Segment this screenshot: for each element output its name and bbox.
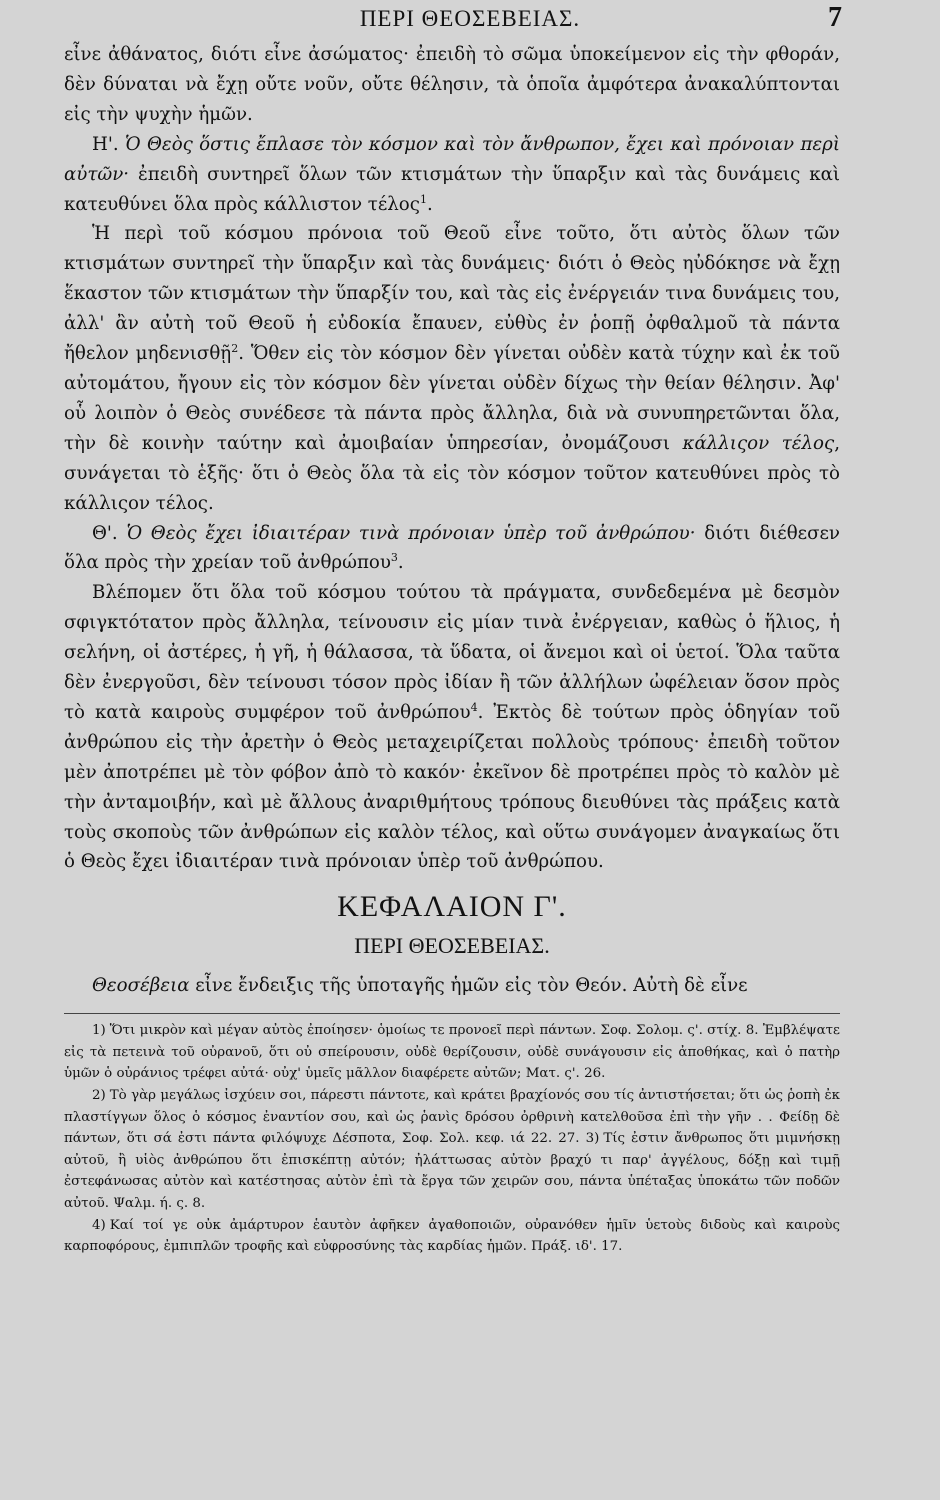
chapter-subtitle: ΠΕΡΙ ΘΕΟΣΕΒΕΙΑΣ. <box>354 933 550 959</box>
footnote-ref-3: 3 <box>390 551 398 565</box>
paragraph-1-text: εἶνε ἀθάνατος, διότι εἶνε ἀσώματος· ἐπειδὴ τὸ σῶμα ὑποκείμενον εἰς τὴν φθοράν, δὲν δύναται νὰ ἔχῃ οὔτε νοῦν, οὔτε θέλησιν, τὰ ὁποῖα ἀμφότερα ἀνακαλύπτονται εἰς τὴν ψυχὴν ἡμῶν. <box>64 44 840 125</box>
footnote-4-text: Καί τοί γε οὐκ ἀμάρτυρον ἑαυτὸν ἀφῆκεν ἀγαθοποιῶν, οὐρανόθεν ἡμῖν ὑετοὺς διδοὺς καὶ καιροὺς καρποφόρους, ἐμπιπλῶν τροφῆς καὶ εὐφροσύνης τὰς καρδίας ἡμῶν. Πράξ. ιδ'. 17. <box>64 1217 840 1255</box>
providence-text-3: , συνάγεται τὸ ἑξῆς· ὅτι ὁ Θεὸς ὅλα τὰ εἰς τὸν κόσμον τοῦτον κατευθύνει πρὸς τὸ κάλλιςον τέλος. <box>64 432 840 514</box>
footnotes <box>64 1020 840 1258</box>
providence-text-2: . Ὅθεν εἰς τὸν κόσμον δὲν γίνεται οὐδὲν κατὰ τύχην καὶ ἐκ τοῦ αὐτομάτου, ἤγουν εἰς τὸν κόσμον δὲν γίνεται οὐδὲν δίχως τὴν θείαν θέλησιν. Ἀφ' οὗ λοιπὸν ὁ Θεὸς συνέδεσε τὰ πάντα πρὸς ἄλληλα, διὰ νὰ συνυπηρετῶνται ὅλα, τὴν δὲ κοινὴν ταύτην καὶ ἀμοιβαίαν ὑπηρεσίαν, ὀνομάζουσι <box>64 343 840 454</box>
paragraph-section-8 <box>64 130 840 220</box>
footnote-ref-1: 1 <box>419 192 427 206</box>
footnote-3-text: Τίς ἐστιν ἄνθρωπος ὅτι μιμνήσκῃ αὐτοῦ, ἢ υἱὸς ἀνθρώπου ὅτι ἐπισκέπτῃ αὐτόν; ἠλάττωσας αὐτὸν βραχύ τι παρ' ἀγγέλους, δόξῃ καὶ τιμῇ ἐστεφάνωσας αὐτὸν καὶ κατέστησας αὐτὸν ἐπὶ τὰ ἔργα τῶν χειρῶν σου, πάντα ὑπέταξας ὑποκάτω τῶν ποδῶν αὐτοῦ. Ψαλμ. ή. ς. 8. <box>64 1131 840 1212</box>
footnote-4 <box>64 1215 840 1258</box>
section-9-text: διότι διέθεσεν ὅλα πρὸς τὴν χρείαν τοῦ ἀνθρώπου <box>64 522 840 574</box>
footnote-ref-2: 2 <box>231 342 239 355</box>
footnote-divider <box>64 1013 840 1014</box>
footnote-2 <box>64 1085 840 1215</box>
paragraph-section-9 <box>64 519 840 579</box>
paragraph-providence <box>64 219 840 518</box>
footnote-2-text: Τὸ γὰρ μεγάλως ἰσχύειν σοι, πάρεστι πάντοτε, καὶ κράτει βραχίονός σου τίς ἀντιστήσεται; ὅτι ὡς ῥοπὴ ἐκ πλαστίγγων ὅλος ὁ κόσμος ἐναντίον σου, καὶ ὡς ῥανὶς δρόσου ὀρθρινὴ κατελθοῦσα ἐπὶ τὴν γῆν . . Φείδῃ δὲ πάντων, ὅτι σά ἐστι πάντα φιλόψυχε Δέσποτα, Σοφ. Σολ. κεφ. ιά 22. 27. <box>64 1088 840 1147</box>
section-9-end: . <box>397 552 404 574</box>
footnote-3-number: 3) <box>585 1131 600 1147</box>
piety-text: εἶνε ἔνδειξις τῆς ὑποταγῆς ἡμῶν εἰς τὸν Θεόν. Αὐτὴ δὲ εἶνε <box>195 975 748 997</box>
section-8-number: Η'. <box>92 133 119 155</box>
piety-term: Θεοσέβεια <box>92 975 190 997</box>
paragraph-creation <box>64 578 840 877</box>
section-8-text: ἐπειδὴ συντηρεῖ ὅλων τῶν κτισμάτων τὴν ὕπαρξιν καὶ τὰς δυνάμεις καὶ κατευθύνει ὅλα πρὸς κάλλιστον τέλος <box>64 163 840 215</box>
creation-text-1: Βλέπομεν ὅτι ὅλα τοῦ κόσμου τούτου τὰ πράγματα, συνδεδεμένα μὲ δεσμὸν σφιγκτότατον πρὸς ἄλληλα, τείνουσιν εἰς μίαν τινὰ ἐνέργειαν, καθὼς ὁ ἥλιος, ἡ σελήνη, οἱ ἀστέρες, ἡ γῆ, ἡ θάλασσα, τὰ ὕδατα, οἱ ἄνεμοι καὶ οἱ ὑετοί. Ὅλα ταῦτα δὲν ἐνεργοῦσι, δὲν τείνουσι τόσον πρὸς ἰδίαν ἢ τῶν ἀλλήλων ὠφέλειαν ὅσον πρὸς τὸ κατὰ καιροὺς συμφέρον τοῦ ἀνθρώπου <box>64 582 840 723</box>
footnote-4-number: 4) <box>92 1217 106 1233</box>
section-8-end: . <box>426 193 433 215</box>
section-9-number: Θ'. <box>92 522 118 544</box>
paragraph-1 <box>64 40 840 130</box>
chapter-title: ΚΕΦΑΛΑΙΟΝ Γ'. <box>337 890 567 924</box>
running-head <box>0 2 940 36</box>
footnote-1 <box>64 1020 840 1085</box>
section-9-heading: Ὁ Θεὸς ἔχει ἰδιαιτέραν τινὰ πρόνοιαν ὑπὲρ τοῦ ἀνθρώπου· <box>126 522 696 544</box>
footnote-2-number: 2) <box>92 1088 106 1104</box>
section-8-heading: Ὁ Θεὸς ὅστις ἔπλασε τὸν κόσμον καὶ τὸν ἄνθρωπον, ἔχει καὶ πρόνοιαν περὶ αὐτῶν· <box>64 133 840 185</box>
footnote-ref-4: 4 <box>470 700 478 714</box>
page-number: 7 <box>828 2 842 33</box>
footnote-1-text: Ὅτι μικρὸν καὶ μέγαν αὐτὸς ἐποίησεν· ὁμοίως τε προνοεῖ περὶ πάντων. Σοφ. Σολομ. ς'. στίχ. 8. Ἐμβλέψατε εἰς τὰ πετεινὰ τοῦ οὐρανοῦ, ὅτι οὐ σπείρουσιν, οὐδὲ θερίζουσιν, οὐδὲ συνάγουσιν εἰς ἀποθήκας, καὶ ὁ πατὴρ ὑμῶν ὁ οὐράνιος τρέφει αὐτά· οὐχ' ὑμεῖς μᾶλλον διαφέρετε αὐτῶν; Ματ. ς'. 26. <box>64 1023 840 1082</box>
page-body <box>64 40 840 1258</box>
providence-text-1: Ἡ περὶ τοῦ κόσμου πρόνοια τοῦ Θεοῦ εἶνε τοῦτο, ὅτι αὐτὸς ὅλων τῶν κτισμάτων συντηρεῖ τὴν ὕπαρξιν καὶ τὰς δυνάμεις· διότι ὁ Θεὸς ηὐδόκησε νὰ ἔχῃ ἕκαστον τῶν κτισμάτων τὴν ὕπαρξίν του, καὶ τὰς εἰς ἐνέργειάν τινα δυνάμεις του, ἀλλ' ἂν αὐτὴ τοῦ Θεοῦ ἡ εὐδοκία ἔπαυεν, εὐθὺς ἐν ῥοπῇ ὀφθαλμοῦ τὰ πάντα ἤθελον μηδενισθῇ <box>64 223 840 365</box>
running-title: ΠΕΡΙ ΘΕΟΣΕΒΕΙΑΣ. <box>359 6 581 31</box>
creation-text-2: . Ἐκτὸς δὲ τούτων πρὸς ὁδηγίαν τοῦ ἀνθρώπου εἰς τὴν ἀρετὴν ὁ Θεὸς μεταχειρίζεται πολλοὺς τρόπους· ἐπειδὴ τοῦτον μὲν ἀποτρέπει μὲ τὸν φόβον ἀπὸ τὸ κακόν· ἐκεῖνον δὲ προτρέπει πρὸς τὸ καλὸν μὲ τὴν ἀνταμοιβήν, καὶ μὲ ἄλλους ἀναριθμήτους τρόπους διευθύνει τὰς πράξεις κατὰ τοὺς σκοποὺς τῶν ἀνθρώπων εἰς καλὸν τέλος, καὶ οὕτω συνάγομεν ἀναγκαίως ὅτι ὁ Θεὸς ἔχει ἰδιαιτέραν τινὰ πρόνοιαν ὑπὲρ τοῦ ἀνθρώπου. <box>64 701 841 873</box>
footnote-1-number: 1) <box>92 1023 106 1039</box>
paragraph-piety <box>64 971 840 1001</box>
providence-italic: κάλλιςον τέλος <box>682 432 835 454</box>
